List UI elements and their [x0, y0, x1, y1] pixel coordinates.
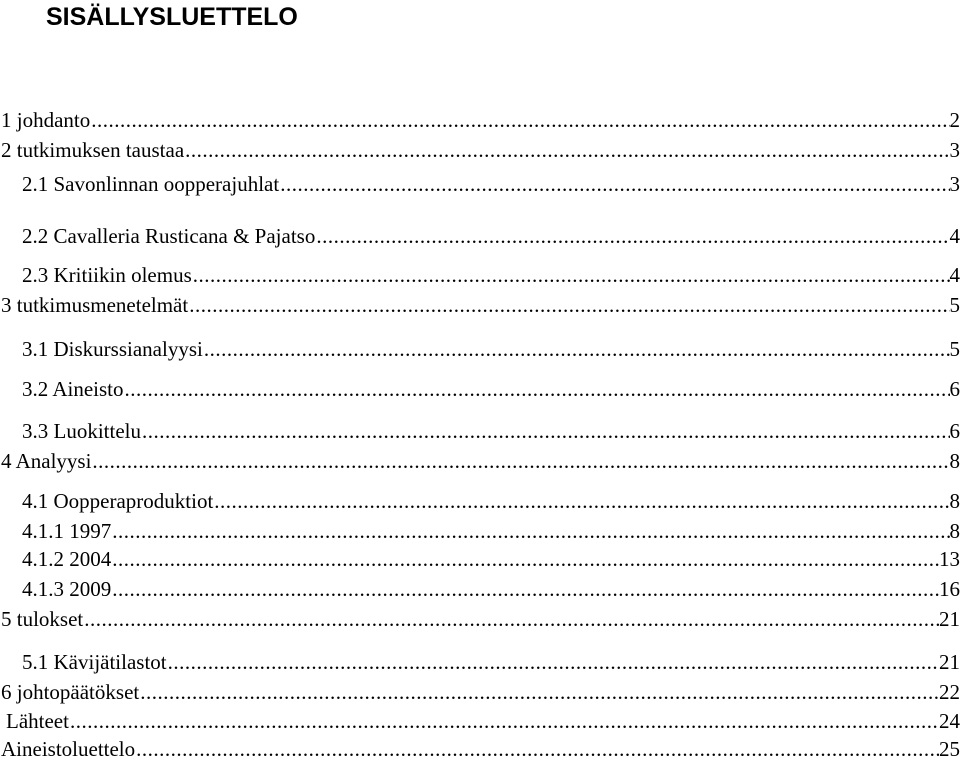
toc-entry-label: 2.1 Savonlinnan oopperajuhlat: [22, 172, 280, 196]
toc-page-number: 16: [939, 577, 960, 601]
toc-dot-leader: [112, 547, 939, 571]
toc-entry-2004[interactable]: [22, 545, 960, 571]
toc-entry-1997[interactable]: [22, 517, 960, 543]
toc-entry-label: 5.1 Kävijätilastot: [22, 650, 167, 674]
toc-entry-label: 2.3 Kritiikin olemus: [22, 263, 192, 287]
toc-entry-label: 3.3 Luokittelu: [22, 419, 141, 443]
toc-dot-leader: [84, 607, 939, 631]
toc-page-number: 22: [939, 680, 960, 704]
toc-entry-label: 1 johdanto: [1, 108, 91, 132]
toc-dot-leader: [204, 337, 950, 361]
toc-entry-label: 4.1.2 2004: [22, 547, 112, 571]
toc-dot-leader: [185, 138, 949, 162]
toc-page-number: 21: [939, 607, 960, 631]
toc-page-number: 25: [939, 737, 960, 761]
toc-entry-oopperaproduktiot[interactable]: [22, 487, 960, 513]
toc-entry-luokittelu[interactable]: [22, 417, 960, 443]
toc-page-number: 2: [949, 108, 960, 132]
toc-entry-label: Lähteet: [6, 709, 69, 733]
toc-page-number: 24: [939, 709, 960, 733]
page-title: SISÄLLYSLUETTELO: [46, 3, 298, 31]
toc-dot-leader: [280, 172, 949, 196]
toc-dot-leader: [92, 449, 949, 473]
toc-entry-lahteet[interactable]: [6, 707, 960, 733]
toc-page-number: 8: [949, 489, 960, 513]
toc-dot-leader: [316, 224, 949, 248]
toc-entry-2009[interactable]: [22, 575, 960, 601]
toc-page-number: 6: [949, 377, 960, 401]
toc-entry-tutkimusmenetelmat[interactable]: [1, 291, 960, 317]
toc-entry-tutkimuksen-taustaa[interactable]: [1, 136, 960, 162]
toc-entry-johtopaatokset[interactable]: [1, 678, 960, 704]
toc-dot-leader: [193, 263, 950, 287]
toc-entry-cavalleria-rusticana[interactable]: [22, 222, 960, 248]
toc-entry-label: 2.2 Cavalleria Rusticana & Pajatso: [22, 224, 316, 248]
toc-page-number: 5: [949, 293, 960, 317]
toc-dot-leader: [125, 377, 950, 401]
toc-dot-leader: [112, 519, 949, 543]
toc-page-number: 3: [949, 138, 960, 162]
toc-entry-kritiikin-olemus[interactable]: [22, 261, 960, 287]
toc-entry-label: 4 Analyysi: [1, 449, 92, 473]
toc-page-number: 8: [949, 449, 960, 473]
toc-entry-label: 5 tulokset: [1, 607, 84, 631]
toc-page-number: 4: [949, 224, 960, 248]
toc-entry-label: Aineistoluettelo: [1, 737, 136, 761]
toc-page-number: 6: [949, 419, 960, 443]
toc-entry-johdanto[interactable]: [1, 106, 960, 132]
toc-entry-aineisto[interactable]: [22, 375, 960, 401]
toc-entry-kavijatilastot[interactable]: [22, 648, 960, 674]
toc-entry-label: 4.1.1 1997: [22, 519, 112, 543]
toc-entry-label: 4.1 Oopperaproduktiot: [22, 489, 214, 513]
toc-page-number: 5: [949, 337, 960, 361]
toc-dot-leader: [189, 293, 949, 317]
toc-page-number: 21: [939, 650, 960, 674]
toc-dot-leader: [214, 489, 949, 513]
toc-entry-label: 3.2 Aineisto: [22, 377, 124, 401]
toc-dot-leader: [140, 680, 939, 704]
toc-page-number: 3: [949, 172, 960, 196]
toc-entry-diskurssianalyysi[interactable]: [22, 335, 960, 361]
toc-page-number: 8: [949, 519, 960, 543]
toc-dot-leader: [70, 709, 939, 733]
toc-entry-label: 4.1.3 2009: [22, 577, 112, 601]
toc-entry-tulokset[interactable]: [1, 605, 960, 631]
toc-dot-leader: [136, 737, 939, 761]
toc-dot-leader: [112, 577, 939, 601]
toc-page-number: 4: [949, 263, 960, 287]
toc-dot-leader: [168, 650, 939, 674]
toc-entry-label: 3.1 Diskurssianalyysi: [22, 337, 203, 361]
toc-entry-label: 6 johtopäätökset: [1, 680, 140, 704]
toc-dot-leader: [142, 419, 950, 443]
toc-page-number: 13: [939, 547, 960, 571]
toc-entry-savonlinnan-oopperajuhlat[interactable]: [22, 170, 960, 196]
toc-entry-label: 2 tutkimuksen taustaa: [1, 138, 185, 162]
toc-dot-leader: [91, 108, 949, 132]
toc-entry-analyysi[interactable]: [1, 447, 960, 473]
toc-entry-label: 3 tutkimusmenetelmät: [1, 293, 189, 317]
toc-entry-aineistoluettelo[interactable]: [1, 735, 960, 761]
